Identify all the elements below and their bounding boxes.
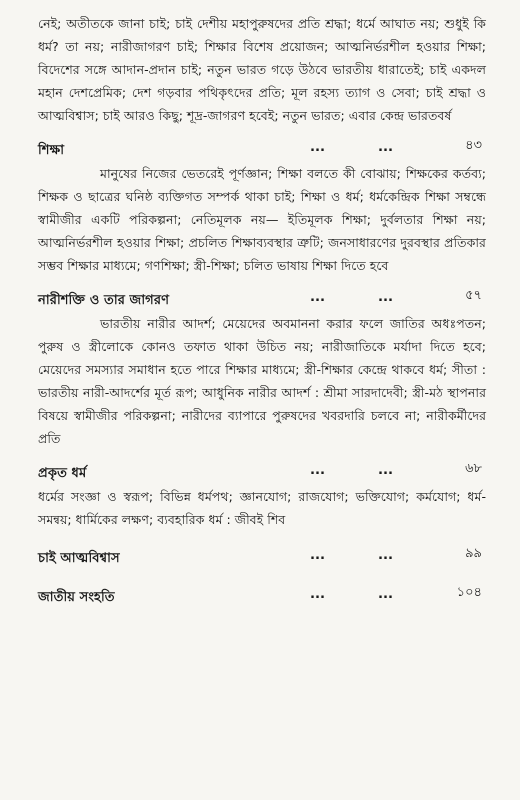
toc-entry-summary: মানুষের নিজের ভেতরেই পূর্ণজ্ঞান; শিক্ষা বলতে কী বোঝায়; শিক্ষকের কর্তব্য; শিক্ষক ও ছাত্রের ঘনিষ্ঠ ব্যক্তিগত সম্পর্ক থাকা চাই; শিক্ষা ও ধর্ম; ধর্মকেন্দ্রিক শিক্ষা সম্বন্ধে স্বামীজীর একটি পরিকল্পনা; নেতিমূলক নয়— ইতিমূলক শিক্ষা; দুর্বলতার শিক্ষা নয়; আত্মনির্ভরশীল হওয়ার শিক্ষা; প্রচলিত শিক্ষাব্যবস্থার ত্রুটি; জনসাধারণের দুরবস্থার প্রতিকার সম্ভব শিক্ষার মাধ্যমে; গণশিক্ষা; স্ত্রী-শিক্ষা; চলিত ভাষায় শিক্ষা দিতে হবে [38, 166, 486, 273]
intro-paragraph: নেই; অতীতকে জানা চাই; চাই দেশীয় মহাপুরুষদের প্রতি শ্রদ্ধা; ধর্মে আঘাত নয়; শুধুই কি ধর্ম? তা নয়; নারীজাগরণ চাই; শিক্ষার বিশেষ প্রয়োজন; আত্মনির্ভরশীল হওয়ার শিক্ষা; বিদেশের সঙ্গে আদান-প্রদান চাই; নতুন ভারত গড়ে উঠবে ভারতীয় ধারাতেই; চাই একদল মহান দেশপ্রেমিক; দেশ গড়বার পথিকৃৎদের প্রতি; মূল রহস্য ত্যাগ ও সেবা; চাই শ্রদ্ধা ও আত্মবিশ্বাস; চাই আরও কিছু; শূদ্র-জাগরণ হবেই; নতুন ভারত; এবার কেন্দ্র ভারতবর্ষ [38, 16, 486, 123]
toc-page-number: ৯৯ [465, 546, 482, 561]
toc-entry-narishakti[interactable] [38, 286, 486, 312]
toc-entry-jatiya-sanhati[interactable] [38, 583, 486, 609]
toc-leader-dots: ... [310, 587, 326, 602]
toc-entry-title: প্রকৃত ধর্ম [38, 466, 87, 481]
toc-page-number: ৫৭ [465, 288, 482, 303]
toc-leader-dots: ... [378, 587, 394, 602]
toc-entry-title: জাতীয় সংহতি [38, 590, 115, 605]
toc-entry-summary: ভারতীয় নারীর আদর্শ; মেয়েদের অবমাননা করার ফলে জাতির অধঃপতন; পুরুষ ও স্ত্রীলোকে কোনও তফাত থাকা উচিত নয়; নারীজাতিকে মর্যাদা দিতে হবে; মেয়েদের সমস্যার সমাধান হতে পারে শিক্ষার মাধ্যমে; স্ত্রী-শিক্ষার কেন্দ্রে থাকবে ধর্ম; সীতা : ভারতীয় নারী-আদর্শের মূর্ত রূপ; আধুনিক নারীর আদর্শ : শ্রীমা সারদাদেবী; স্ত্রী-মঠ স্থাপনার বিষয়ে স্বামীজীর পরিকল্পনা; নারীদের ব্যাপারে পুরুষদের খবরদারি চলবে না; নারীকর্মীদের প্রতি [38, 316, 486, 446]
toc-entry-atmabishwas[interactable] [38, 544, 486, 570]
toc-leader-dots: ... [378, 548, 394, 563]
toc-entry-summary: ধর্মের সংজ্ঞা ও স্বরূপ; বিভিন্ন ধর্মপথ; জ্ঞানযোগ; রাজযোগ; ভক্তিযোগ; কর্মযোগ; ধর্ম-সমন্বয়; ধার্মিকের লক্ষণ; ব্যবহারিক ধর্ম : জীবই শিব [38, 489, 486, 527]
toc-page-number: ৪৩ [465, 138, 482, 153]
toc-leader-dots: ... [378, 463, 394, 478]
toc-page-number: ১০৪ [456, 585, 482, 600]
toc-leader-dots: ... [310, 290, 326, 305]
toc-entry-title: শিক্ষা [38, 143, 65, 158]
toc-page-number: ৬৮ [465, 461, 482, 476]
toc-entry-title: নারীশক্তি ও তার জাগরণ [38, 293, 170, 308]
toc-leader-dots: ... [310, 140, 326, 155]
toc-leader-dots: ... [310, 548, 326, 563]
toc-entry-title: চাই আত্মবিশ্বাস [38, 551, 120, 566]
toc-entry-prakrita-dharma[interactable] [38, 459, 486, 485]
toc-leader-dots: ... [310, 463, 326, 478]
toc-entry-shiksha[interactable] [38, 136, 486, 162]
toc-leader-dots: ... [378, 290, 394, 305]
toc-leader-dots: ... [378, 140, 394, 155]
